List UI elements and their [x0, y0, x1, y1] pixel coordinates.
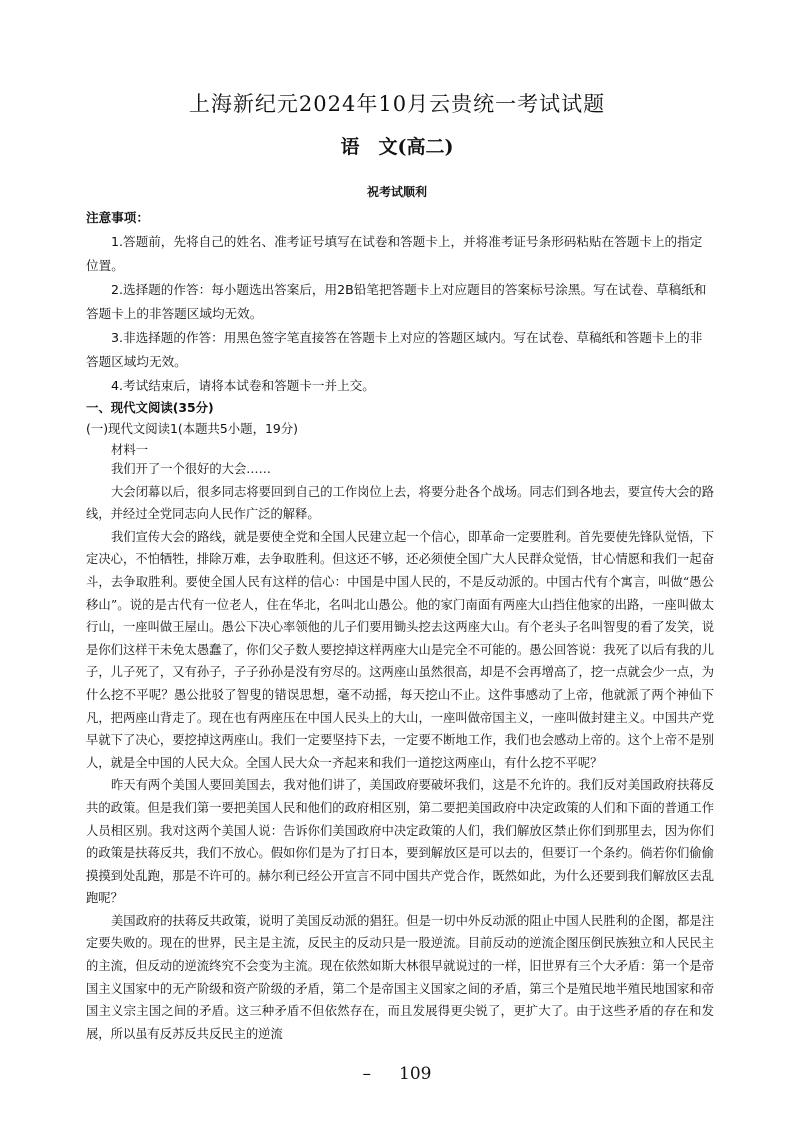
reading-passage	[86, 458, 714, 1045]
passage-paragraph: 我们宣传大会的路线，就是要使全党和全国人民建立起一个信心，即革命一定要胜利。首先要使先锋队觉悟，下定决心，不怕牺牲，排除万难，去争取胜利。但这还不够，还必须使全国广大人民群众觉悟，甘心情愿和我们一起奋斗，去争取胜利。要使全国人民有这样的信心：中国是中国人民的，不是反动派的。中国古代有个寓言，叫做“愚公移山”。说的是古代有一位老人，住在华北，名叫北山愚公。他的家门南面有两座大山挡住他家的出路，一座叫做太行山，一座叫做王屋山。愚公下决心率领他的儿子们要用锄头挖去这两座大山。有个老头子名叫智叟的看了发笑，说是你们这样干未免太愚蠢了，你们父子数人要挖掉这样两座大山是完全不可能的。愚公回答说：我死了以后有我的儿子，儿子死了，又有孙子，子子孙孙是没有穷尽的。这两座山虽然很高，却是不会再增高了，挖一点就会少一点，为什么挖不平呢？愚公批驳了智叟的错误思想，毫不动摇，每天挖山不止。这件事感动了上帝，他就派了两个神仙下凡，把两座山背走了。现在也有两座压在中国人民头上的大山，一座叫做帝国主义，一座叫做封建主义。中国共产党早就下了决心，要挖掉这两座山。我们一定要坚持下去，一定要不断地工作，我们也会感动上帝的。这个上帝不是别人，就是全中国的人民大众。全国人民大众一齐起来和我们一道挖这两座山，有什么挖不平呢？	[86, 529, 714, 770]
passage-paragraph: 大会闭幕以后，很多同志将要回到自己的工作岗位上去，将要分赴各个战场。同志们到各地去，要宣传大会的路线，并经过全党同志向人民作广泛的解释。	[86, 484, 714, 522]
section-title: 一、现代文阅读(35分)	[86, 400, 214, 415]
instructions-heading: 注意事项：	[86, 210, 149, 225]
instruction-item: 2.选择题的作答：每小题选出答案后，用2B铅笔把答题卡上对应题目的答案标号涂黑。写在试卷、草稿纸和答题卡上的非答题区域均无效。	[86, 282, 707, 321]
good-luck-note: 祝考试顺利	[366, 185, 427, 199]
passage-paragraph: 美国政府的扶蒋反共政策，说明了美国反动派的猖狂。但是一切中外反动派的阻止中国人民胜利的企图，都是注定要失败的。现在的世界，民主是主流，反民主的反动只是一股逆流。目前反动的逆流企图压倒民族独立和人民民主的主流，但反动的逆流终究不会变为主流。现在依然如斯大林很早就说过的一样，旧世界有三个大矛盾：第一个是帝国主义国家中的无产阶级和资产阶级的矛盾，第二个是帝国主义国家之间的矛盾，第三个是殖民地半殖民地国家和帝国主义宗主国之间的矛盾。这三种矛盾不但依然存在，而且发展得更尖锐了，更扩大了。由于这些矛盾的存在和发展，所以虽有反苏反共反民主的逆流	[86, 913, 714, 1041]
instruction-item: 4.考试结束后，请将本试卷和答题卡一并上交。	[111, 378, 375, 393]
subsection-title: (一)现代文阅读1(本题共5小题，19分)	[86, 421, 298, 436]
page-footer	[0, 1064, 794, 1084]
passage-paragraph: 昨天有两个美国人要回美国去，我对他们讲了，美国政府要破坏我们，这是不允许的。我们反对美国政府扶蒋反共的政策。但是我们第一要把美国人民和他们的政府相区别，第二要把美国政府中决定政策的人们和下面的普通工作人员相区别。我对这两个美国人说：告诉你们美国政府中决定政策的人们，我们解放区禁止你们到那里去，因为你们的政策是扶蒋反共，我们不放心。假如你们是为了打日本，要到解放区是可以去的，但要订一个条约。倘若你们偷偷摸摸到处乱跑，那是不许可的。赫尔利已经公开宣言不同中国共产党合作，既然如此，为什么还要到我们解放区去乱跑呢？	[86, 778, 714, 906]
instruction-item: 3.非选择题的作答：用黑色签字笔直接答在答题卡上对应的答题区域内。写在试卷、草稿纸和答题卡上的非答题区域均无效。	[86, 330, 703, 369]
page-number: 109	[399, 1064, 432, 1084]
exam-title: 上海新纪元2024年10月云贵统一考试试题	[188, 92, 606, 116]
material-label: 材料一	[111, 442, 149, 457]
subject-title: 语 文(高二)	[340, 136, 454, 158]
section-header	[86, 397, 714, 460]
instruction-item: 1.答题前，先将自己的姓名、准考证号填写在试卷和答题卡上，并将准考证号条形码粘贴在答题卡上的指定位置。	[86, 234, 703, 273]
passage-paragraph: 我们开了一个很好的大会……	[111, 462, 271, 476]
instructions-block	[86, 206, 714, 398]
footer-dash: –	[362, 1064, 372, 1084]
